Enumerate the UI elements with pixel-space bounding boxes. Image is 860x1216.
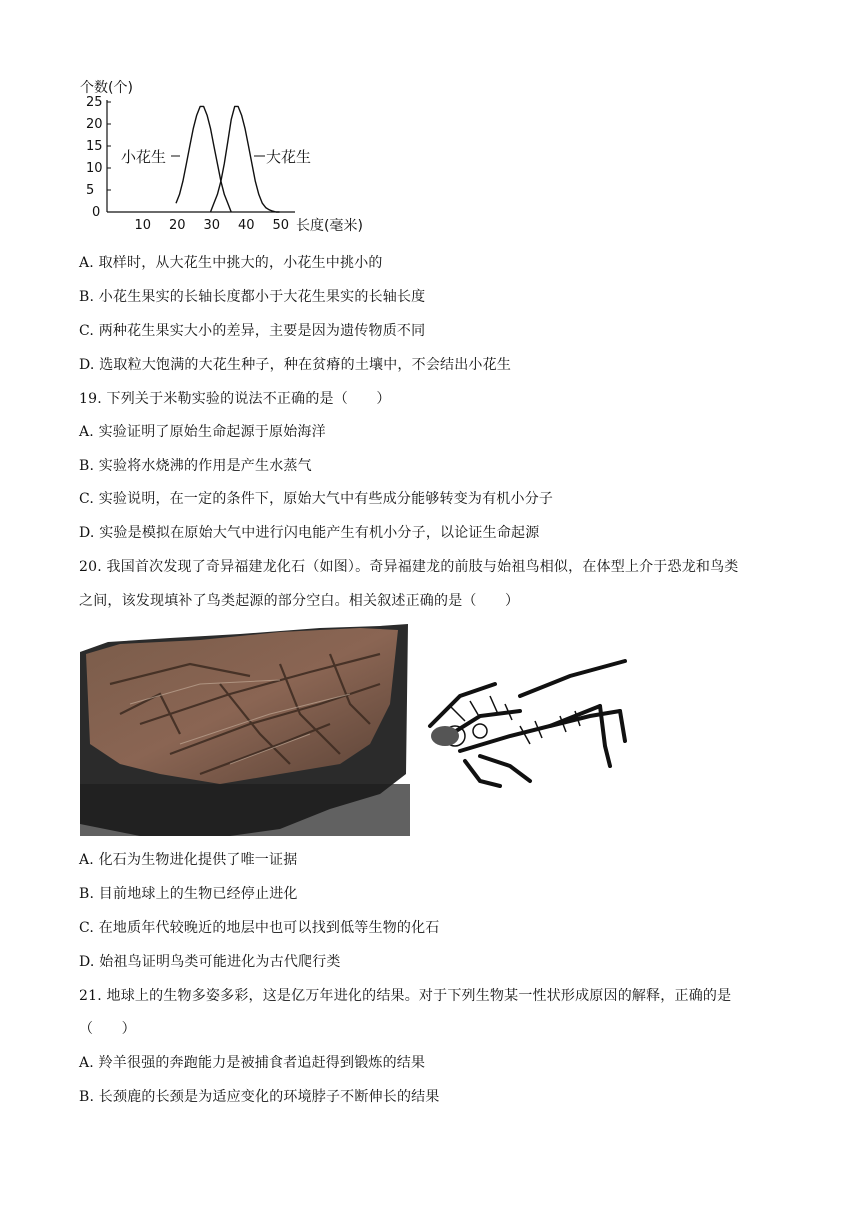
option-20d: D. 始祖鸟证明鸟类可能进化为古代爬行类 bbox=[79, 954, 341, 970]
option-19a: A. 实验证明了原始生命起源于原始海洋 bbox=[79, 424, 326, 440]
y-tick-label: 15 bbox=[86, 139, 103, 154]
option-18c: C. 两种花生果实大小的差异，主要是因为遗传物质不同 bbox=[79, 323, 426, 339]
peanut-length-chart bbox=[70, 72, 370, 242]
x-tick-label: 10 bbox=[134, 218, 152, 233]
option-21b: B. 长颈鹿的长颈是为适应变化的环境脖子不断伸长的结果 bbox=[79, 1089, 440, 1105]
large-peanut-label: 大花生 bbox=[266, 148, 312, 166]
y-tick-label: 25 bbox=[86, 95, 103, 110]
option-20a: A. 化石为生物进化提供了唯一证据 bbox=[79, 852, 298, 868]
x-axis-label: 长度(毫米) bbox=[296, 218, 363, 234]
x-tick-label: 30 bbox=[203, 218, 221, 233]
question-21-cont: （ ） bbox=[79, 1021, 136, 1037]
option-19c: C. 实验说明，在一定的条件下，原始大气中有些成分能够转变为有机小分子 bbox=[79, 491, 554, 507]
option-20c: C. 在地质年代较晚近的地层中也可以找到低等生物的化石 bbox=[79, 920, 440, 936]
x-tick-label: 20 bbox=[169, 218, 186, 233]
series-curves bbox=[176, 106, 280, 212]
question-21: 21. 地球上的生物多姿多彩，这是亿万年进化的结果。对于下列生物某一性状形成原因的解释，正确的是 bbox=[79, 988, 732, 1004]
option-21a: A. 羚羊很强的奔跑能力是被捕食者追赶得到锻炼的结果 bbox=[79, 1055, 426, 1071]
question-19: 19. 下列关于米勒实验的说法不正确的是（ ） bbox=[79, 391, 391, 407]
question-20: 20. 我国首次发现了奇异福建龙化石（如图）。奇异福建龙的前肢与始祖鸟相似，在体型上介于恐龙和鸟类 bbox=[79, 559, 739, 575]
option-18d: D. 选取粒大饱满的大花生种子，种在贫瘠的土壤中，不会结出小花生 bbox=[79, 357, 512, 373]
small-peanut-label: 小花生 bbox=[121, 148, 167, 166]
question-20-cont: 之间，该发现填补了鸟类起源的部分空白。相关叙述正确的是（ ） bbox=[79, 593, 520, 609]
x-tick-labels bbox=[135, 218, 290, 233]
y-tick-label: 10 bbox=[86, 161, 103, 176]
option-20b: B. 目前地球上的生物已经停止进化 bbox=[79, 886, 298, 902]
y-axis-label: 个数(个) bbox=[80, 80, 133, 96]
option-19d: D. 实验是模拟在原始大气中进行闪电能产生有机小分子，以论证生命起源 bbox=[79, 525, 540, 541]
x-tick-label: 50 bbox=[272, 218, 290, 233]
y-tick-label: 5 bbox=[86, 183, 95, 198]
y-tick-label: 0 bbox=[92, 205, 101, 220]
option-19b: B. 实验将水烧沸的作用是产生水蒸气 bbox=[79, 458, 312, 474]
fossil-drawing bbox=[420, 656, 635, 796]
x-tick-label: 40 bbox=[238, 218, 255, 233]
y-tick-label: 20 bbox=[86, 117, 103, 132]
series-line bbox=[176, 106, 231, 212]
fossil-photo bbox=[80, 624, 410, 836]
option-18b: B. 小花生果实的长轴长度都小于大花生果实的长轴长度 bbox=[79, 289, 426, 305]
option-18a: A. 取样时，从大花生中挑大的，小花生中挑小的 bbox=[79, 255, 383, 271]
